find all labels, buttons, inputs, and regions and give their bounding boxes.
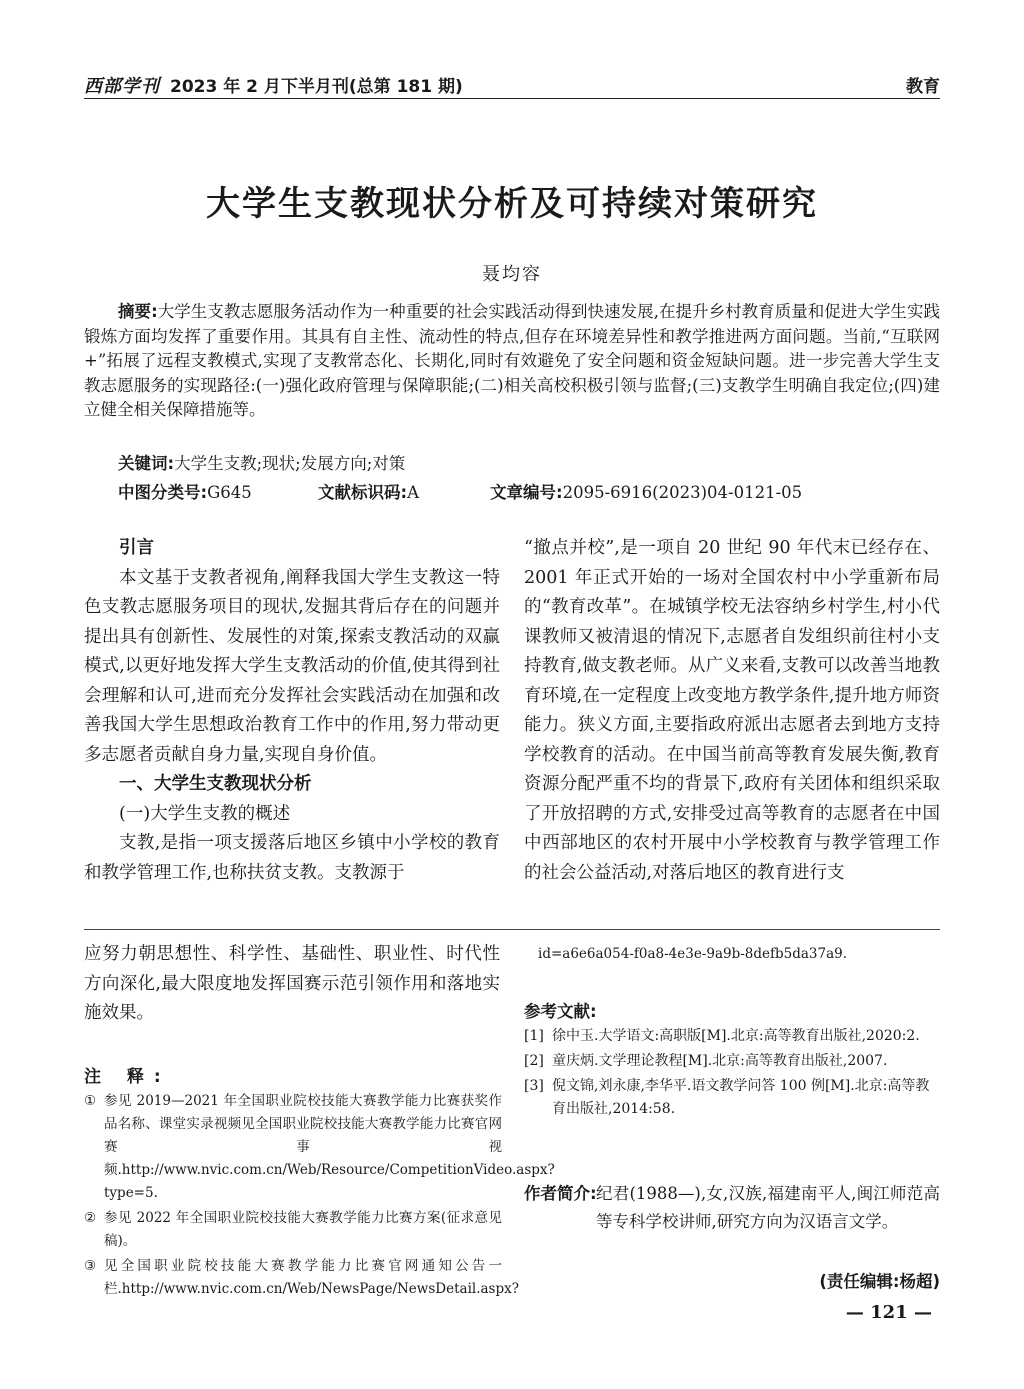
section-heading: 一、大学生支教现状分析	[119, 774, 312, 794]
reference-number: [3]	[524, 1078, 544, 1094]
keywords-text: 大学生支教;现状;发展方向;对策	[174, 454, 406, 473]
references-heading: 参考文献:	[524, 1002, 597, 1021]
keywords-label: 关键词:	[118, 454, 175, 473]
reference-number: [1]	[524, 1028, 544, 1044]
clc-label: 中图分类号:	[118, 483, 208, 502]
reference-item	[524, 1050, 940, 1073]
author-bio-label: 作者简介:	[524, 1184, 597, 1203]
note-text: 参见 2022 年全国职业院校技能大赛教学能力比赛方案(征求意见稿)。	[104, 1210, 502, 1249]
prior-article-ending: 应努力朝思想性、科学性、基础性、职业性、时代性方向深化,最大限度地发挥国赛示范引领作用和落地实施效果。	[84, 944, 500, 1023]
issue-info: 2023 年 2 月下半月刊(总第 181 期)	[170, 77, 463, 97]
note-number: ②	[84, 1210, 97, 1226]
note-item	[84, 1090, 555, 1205]
notes-list	[84, 1090, 555, 1303]
body-column-left	[84, 534, 500, 888]
subsection-paragraph: 支教,是指一项支援落后地区乡镇中小学校的教育和教学管理工作,也称扶贫支教。支教源于	[84, 833, 500, 883]
abstract-label: 摘要:	[118, 302, 158, 321]
page-number: — 121 —	[845, 1302, 932, 1323]
intro-paragraph: 本文基于支教者视角,阐释我国大学生支教这一特色支教志愿服务项目的现状,发掘其背后存在的问题并提出具有创新性、发展性的对策,探索支教活动的双赢模式,以更好地发挥大学生支教活动的价值,使其得到社会理解和认可,进而充分发挥社会实践活动在加强和改善我国大学生思想政治教育工作中的作用,努力带动更多志愿者贡献自身力量,实现自身价值。	[84, 567, 500, 765]
page-divider	[84, 929, 940, 930]
note-number: ③	[84, 1258, 97, 1274]
responsible-editor: (责任编辑:杨超)	[819, 1272, 940, 1291]
journal-logo: 西部学刊	[84, 76, 160, 97]
doc-code-value: A	[407, 483, 420, 502]
reference-text: 徐中玉.大学语文:高职版[M].北京:高等教育出版社,2020:2.	[552, 1028, 920, 1044]
reference-text: 童庆炳.文学理论教程[M].北京:高等教育出版社,2007.	[552, 1053, 888, 1069]
reference-text: 倪文锦,刘永康,李华平.语文教学问答 100 例[M].北京:高等教育出版社,2014:58.	[552, 1078, 930, 1117]
notes-heading: 注 释:	[84, 1067, 171, 1087]
header-divider	[84, 98, 940, 99]
author-bio-text: 纪君(1988—),女,汉族,福建南平人,闽江师范高等专科学校讲师,研究方向为汉语言文学。	[596, 1184, 940, 1231]
running-header	[84, 70, 940, 100]
intro-heading: 引言	[119, 538, 154, 558]
references-list	[524, 1025, 940, 1123]
abstract	[84, 300, 940, 423]
clc-value: G645	[207, 483, 252, 502]
abstract-text: 大学生支教志愿服务活动作为一种重要的社会实践活动得到快速发展,在提升乡村教育质量和促进大学生实践锻炼方面均发挥了重要作用。其具有自主性、流动性的特点,但存在环境差异性和教学推进两方面问题。当前,“互联网+”拓展了远程支教模式,实现了支教常态化、长期化,同时有效避免了安全问题和资金短缺问题。进一步完善大学生支教志愿服务的实现路径:(一)强化政府管理与保障职能;(二)相关高校积极引领与监督;(三)支教学生明确自我定位;(四)建立健全相关保障措施等。	[84, 302, 940, 419]
author-bio	[524, 1180, 940, 1236]
reference-item	[524, 1075, 940, 1121]
article-number-value: 2095-6916(2023)04-0121-05	[562, 483, 803, 502]
article-number	[490, 479, 802, 503]
clc-code	[118, 479, 318, 503]
continued-paragraph: “撤点并校”,是一项自 20 世纪 90 年代末已经存在、2001 年正式开始的一场对全国农村中小学重新布局的“教育改革”。在城镇学校无法容纳乡村学生,村小代课教师又被清退的情况下,志愿者自发组织前往村小支持教育,做支教老师。从广义来看,支教可以改善当地教育环境,在一定程度上改变地方教学条件,提升地方师资能力。狭义方面,主要指政府派出志愿者去到地方支持学校教育的活动。在中国当前高等教育发展失衡,教育资源分配严重不均的背景下,政府有关团体和组织采取了开放招聘的方式,安排受过高等教育的志愿者在中国中西部地区的农村开展中小学校教育与教学管理工作的社会公益活动,对落后地区的教育进行支	[524, 538, 940, 883]
classification-line	[118, 479, 918, 503]
subsection-heading: (一)大学生支教的概述	[119, 803, 291, 824]
note-number: ①	[84, 1093, 97, 1109]
article-title: 大学生支教现状分析及可持续对策研究	[206, 184, 818, 224]
note-text: 见全国职业院校技能大赛教学能力比赛官网通知公告一栏.http://www.nvic.com.cn/Web/NewsPage/NewsDetail.aspx?	[104, 1258, 519, 1297]
article-number-label: 文章编号:	[490, 483, 563, 502]
reference-item	[524, 1025, 940, 1048]
note-item	[84, 1207, 502, 1253]
body-column-right	[524, 534, 940, 888]
note-item	[84, 1255, 519, 1301]
keywords	[118, 450, 405, 474]
doc-code-label: 文献标识码:	[318, 483, 408, 502]
note-text: 参见 2019—2021 年全国职业院校技能大赛教学能力比赛获奖作品名称、课堂实录视频见全国职业院校技能大赛教学能力比赛官网赛事视频.http://www.nvic.com.cn/Web/Resource/CompetitionVideo.aspx? type=5.	[104, 1093, 555, 1201]
note-url-continuation: id=a6e6a054-f0a8-4e3e-9a9b-8defb5da37a9.	[538, 946, 848, 962]
reference-number: [2]	[524, 1053, 544, 1069]
section-name: 教育	[906, 77, 940, 97]
article-author: 聂均容	[482, 264, 542, 285]
doc-code	[318, 479, 490, 503]
lower-left-column	[84, 940, 500, 1029]
